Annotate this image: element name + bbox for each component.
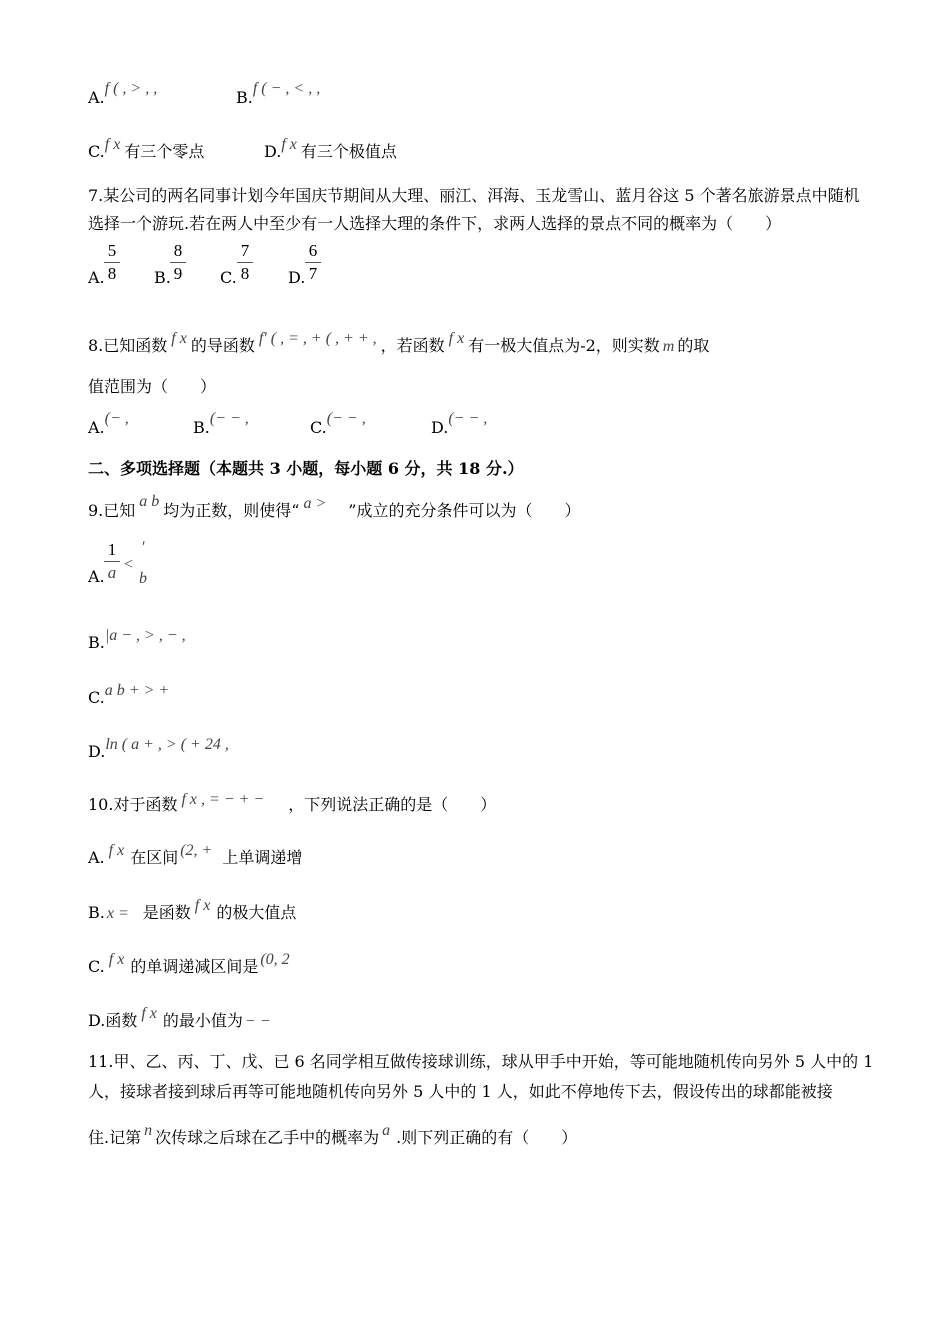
math-f: f x [171,330,187,347]
q7-option-d-fraction [305,241,321,284]
math-expr: (− , [104,410,129,427]
math-f: f x [141,1005,157,1022]
math-m: m [662,338,675,355]
option-label: B. [88,633,105,652]
denominator: 8 [107,264,117,283]
q10-option-b [88,897,297,924]
option-label: C. [88,142,105,161]
q7-stem-line-1: 7.某公司的两名同事计划今年国庆节期间从大理、丽江、洱海、玉龙雪山、蓝月谷这 5 个著名旅游景点中随机 [88,186,860,205]
option-label: D. [264,142,282,161]
math-value: − − [244,1013,271,1030]
math-expr: f ( , > , , [104,80,158,97]
text: 9.已知 [88,501,136,520]
q10-option-c [88,951,290,978]
math-f: f x [108,951,125,968]
q6-option-d [264,136,397,163]
q9-option-a-rhs-denominator: b [139,570,147,587]
option-text: 有三个零点 [124,142,205,161]
q9-option-a-tick: ' [141,539,145,556]
q9-option-d [88,736,229,763]
q8-stem-line-1 [88,330,710,357]
q10-option-a [88,842,303,869]
text: 的取 [677,336,710,355]
numerator: 8 [173,241,183,260]
q9-option-a-relation: < [123,556,134,573]
math-derivative: f′ ( , = , + ( , + + , [258,330,377,347]
math-expr: |a − , > , − , [104,627,186,644]
q9-option-b [88,627,186,654]
option-label: B. [193,418,210,437]
q7-option-a-label: A. [88,268,105,287]
text: 次传球之后球在乙手中的概率为 [155,1128,380,1147]
math-f: f x [108,842,125,859]
math-f: f x [448,330,465,347]
option-label: A. [88,88,105,107]
text: 10.对于函数 [88,795,178,814]
option-label: D.函数 [88,1011,138,1030]
q8-option-a [88,410,129,439]
option-label: B. [88,903,105,922]
text: 是函数 [142,903,191,922]
q7-option-c-fraction [237,241,253,284]
option-label: A. [88,848,105,867]
math-interval: (2, + [180,842,213,859]
q11-stem-line-1: 11.甲、乙、丙、丁、戊、已 6 名同学相互做传接球训练，球从甲手中开始，等可能地随机传向另外 5 人中的 1 [88,1052,874,1071]
text: 8.已知函数 [88,336,168,355]
q7-option-c-label: C. [220,268,237,287]
math-expr: (− − , [326,410,366,427]
q10-stem [88,791,497,816]
option-label: B. [236,88,253,107]
numerator: 6 [308,241,318,260]
text: 上单调递增 [222,848,303,867]
option-label: D. [431,418,449,437]
q6-option-b [236,80,321,109]
denominator: 9 [173,264,183,283]
q6-option-c [88,136,205,163]
numerator: 1 [107,540,117,559]
denominator: a [107,563,117,582]
text: 均为正数，则使得“ [163,501,300,520]
q7-option-b-fraction [170,241,186,284]
math-function: f x , = − + − [181,791,265,808]
math-n: n [144,1122,153,1139]
math-expr: (− − , [209,410,249,427]
text: 在区间 [130,848,179,867]
text: .则下列正确的有（ ） [396,1128,578,1147]
section-heading: 二、多项选择题（本题共 3 小题，每小题 6 分，共 18 分.） [88,459,524,478]
q9-stem [88,493,581,522]
math-a: a [382,1122,391,1139]
option-label: D. [88,742,106,761]
q7-option-a-fraction [104,241,120,284]
q7-stem-line-2: 选择一个游玩.若在两人中至少有一人选择大理的条件下，求两人选择的景点不同的概率为（ ） [88,214,782,233]
q9-option-a-fraction [104,540,120,583]
text: 住.记第 [88,1128,142,1147]
q8-stem-line-2: 值范围为（ ） [88,377,217,396]
q6-option-a [88,80,158,109]
q10-option-d [88,1005,271,1032]
text: 的导函数 [190,336,255,355]
q8-option-d [431,410,488,439]
text: ，若函数 [380,336,445,355]
math-expr: f ( − , < , , [252,80,321,97]
text: ，下列说法正确的是（ ） [288,795,497,814]
math-condition: a > [303,495,327,512]
q8-option-c [310,410,366,439]
denominator: 8 [240,264,250,283]
text: 的单调递减区间是 [130,957,259,976]
q11-stem-line-3 [88,1122,578,1149]
q9-option-c [88,682,170,709]
numerator: 7 [240,241,250,260]
numerator: 5 [107,241,117,260]
math-expr: ln ( a + , > ( + 24 , [105,736,229,753]
math-ab: a b [139,493,160,510]
option-label: C. [88,688,105,707]
option-text: 有三个极值点 [300,142,397,161]
text: 有一极大值点为-2，则实数 [468,336,660,355]
math-expr: f x [281,136,297,153]
text: 的极大值点 [216,903,297,922]
math-expr: a b + > + [104,682,170,699]
math-f: f x [194,897,211,914]
text: 的最小值为 [162,1011,243,1030]
option-label: A. [88,418,105,437]
q11-stem-line-2: 人，接球者接到球后再等可能地随机传向另外 5 人中的 1 人，如此不停地传下去，假设传出的球都能被接 [88,1082,833,1101]
option-label: C. [310,418,327,437]
option-label: C. [88,957,105,976]
math-expr: (− − , [448,410,488,427]
math-x: x = [106,905,129,922]
q7-option-d-label: D. [288,268,306,287]
q9-option-a-label: A. [88,567,105,586]
math-interval: (0, 2 [260,951,290,968]
denominator: 7 [308,264,318,283]
math-expr: f x [104,136,121,153]
text: ”成立的充分条件可以为（ ） [348,501,581,520]
q7-option-b-label: B. [154,268,171,287]
q8-option-b [193,410,249,439]
